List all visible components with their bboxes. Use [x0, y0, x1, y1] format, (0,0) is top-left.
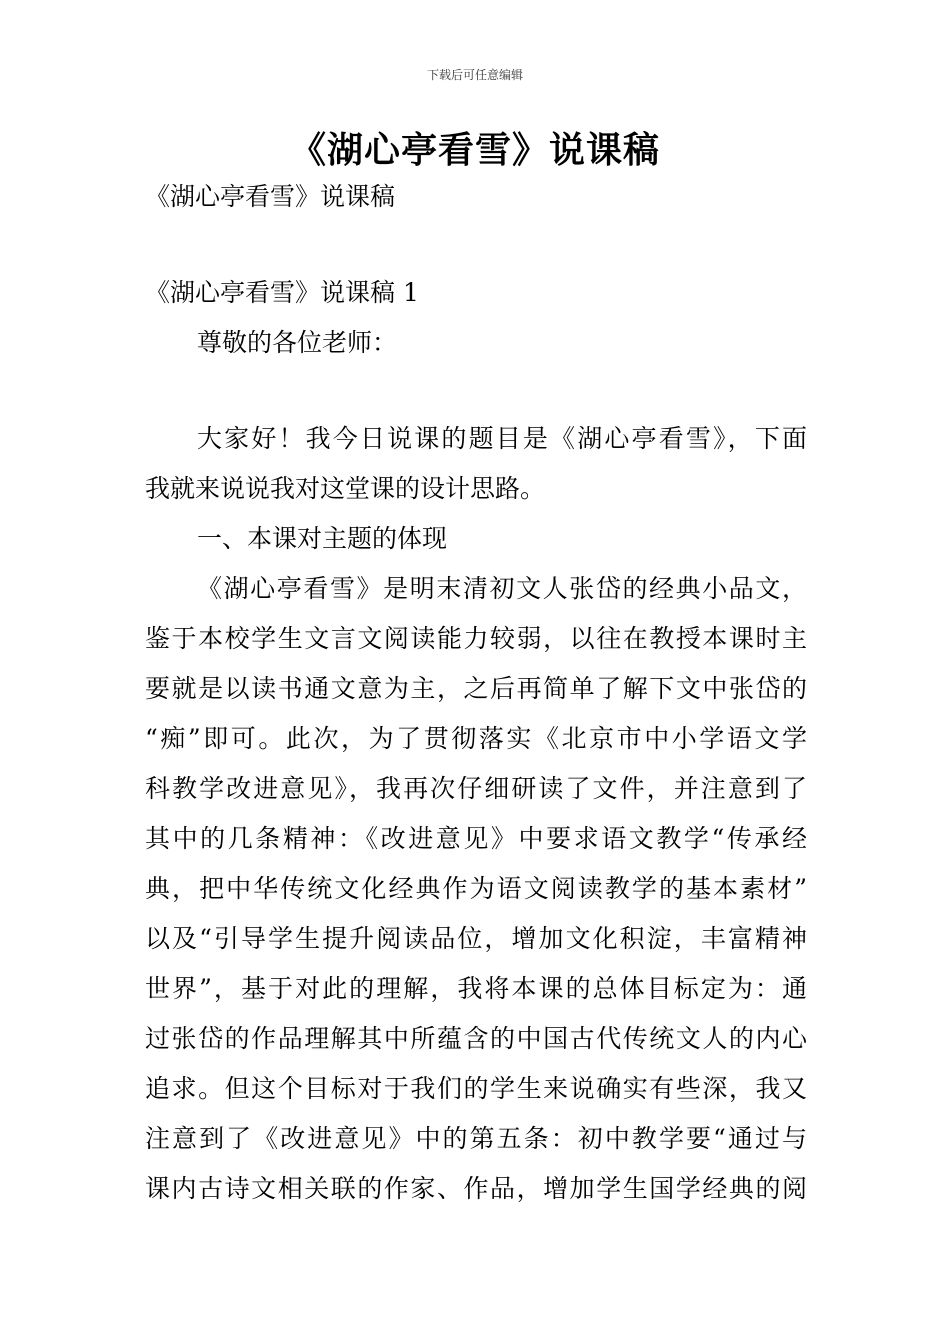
section-heading: 一、本课对主题的体现	[197, 524, 448, 553]
paragraph-line: 要就是以读书通文意为主，之后再简单了解下文中张岱的	[145, 674, 807, 703]
paragraph-line: 课内古诗文相关联的作家、作品，增加学生国学经典的阅	[145, 1174, 807, 1203]
document-subtitle: 《湖心亭看雪》说课稿	[145, 182, 396, 211]
paragraph-line: 过张岱的作品理解其中所蕴含的中国古代传统文人的内心	[145, 1024, 807, 1053]
paragraph-line: 《湖心亭看雪》是明末清初文人张岱的经典小品文，	[197, 574, 807, 603]
spacer	[145, 222, 807, 268]
paragraph-body	[145, 564, 807, 1214]
document-title: 《湖心亭看雪》说课稿	[289, 130, 660, 171]
paragraph-line: 世界”，基于对此的理解，我将本课的总体目标定为：通	[145, 974, 807, 1003]
paragraph-line: 典，把中华传统文化经典作为语文阅读教学的基本素材”	[145, 874, 807, 903]
paragraph-line: 追求。但这个目标对于我们的学生来说确实有些深，我又	[145, 1074, 807, 1103]
paragraph-intro	[145, 414, 807, 514]
paragraph-line: 科教学改进意见》，我再次仔细研读了文件，并注意到了	[145, 774, 807, 803]
paragraph-line: 以及“引导学生提升阅读品位，增加文化积淀，丰富精神	[145, 924, 807, 953]
document-body	[145, 172, 807, 1214]
paragraph-line: 鉴于本校学生文言文阅读能力较弱，以往在教授本课时主	[145, 624, 807, 653]
section-title: 《湖心亭看雪》说课稿 1	[145, 278, 419, 307]
greeting: 尊敬的各位老师：	[197, 328, 398, 357]
paragraph-line: 其中的几条精神：《改进意见》中要求语文教学“传承经	[145, 824, 807, 853]
paragraph-line: 我就来说说我对这堂课的设计思路。	[145, 474, 546, 503]
paragraph-line: “痴”即可。此次，为了贯彻落实《北京市中小学语文学	[145, 724, 807, 753]
paragraph-line: 注意到了《改进意见》中的第五条：初中教学要“通过与	[145, 1124, 807, 1153]
spacer	[145, 368, 807, 414]
page-header-note: 下载后可任意编辑	[426, 68, 523, 82]
paragraph-line: 大家好！我今日说课的题目是《湖心亭看雪》，下面	[197, 424, 807, 453]
